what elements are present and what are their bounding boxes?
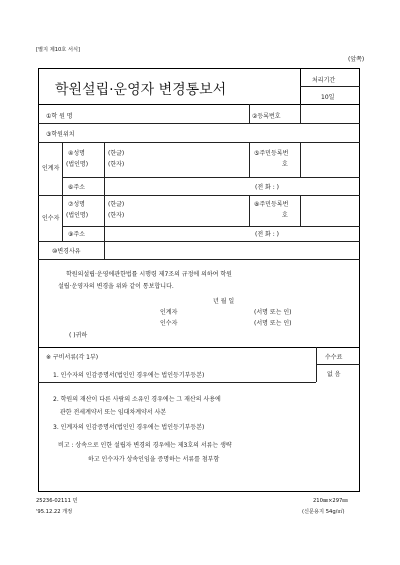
address-b-label: ⑨주소 <box>68 231 85 238</box>
rrn-a-label-2: 호 <box>282 161 288 168</box>
academy-name-label: ①학 원 명 <box>46 113 73 120</box>
footer-paper: (신문용지 54g/㎡) <box>302 509 345 515</box>
document-item-3: 3. 인계자의 인감증명서(법인인 경우에는 법인등기부등본) <box>53 424 205 431</box>
signer-transferee: 인수자 <box>160 320 178 327</box>
reg-no-label: ②등록번호 <box>252 113 281 120</box>
signer-transferor: 인계자 <box>160 309 178 316</box>
hanja-b-label: (한자) <box>108 212 125 219</box>
processing-label: 처리기간 <box>312 77 336 84</box>
corp-name-a-label: (법인명) <box>66 161 89 168</box>
address-a-label: ⑥주소 <box>68 184 85 191</box>
note-line-2: 하고 인수자가 상속인임을 증명하는 서류를 첨부함 <box>88 456 220 463</box>
rrn-a-label: ⑤주민등록번 <box>254 150 289 157</box>
phone-b-label: (전 화 : ) <box>255 231 280 238</box>
hanja-a-label: (한자) <box>108 161 125 168</box>
document-item-2b: 관한 전세계약서 또는 임대차계약서 사본 <box>60 409 167 416</box>
statement-line-1: 학원의설립·운영에관한법률 시행령 제7조의 규정에 의하여 학원 <box>66 271 232 278</box>
academy-name-field[interactable] <box>100 105 248 122</box>
phone-a-label: (전 화 : ) <box>255 184 280 191</box>
name-b-label: ⑦성명 <box>68 201 85 208</box>
footer-date: '95.12.22 개정 <box>36 509 73 515</box>
rrn-b-label-2: 호 <box>282 212 288 219</box>
transferee-label: 인수자 <box>42 215 60 222</box>
name-a-label: ④성명 <box>68 150 85 157</box>
name-a-field[interactable] <box>135 143 247 176</box>
reg-no-field[interactable] <box>301 105 359 122</box>
signer-transferee-sign[interactable]: (서명 또는 인) <box>254 320 292 327</box>
footer-size: 210㎜×297㎜ <box>313 498 348 504</box>
front-mark: (앞쪽) <box>348 56 365 63</box>
reason-label: ⑩변경사유 <box>52 248 81 255</box>
documents-header: ※ 구비서류(각 1부) <box>46 354 99 361</box>
statement-date: 년 월 일 <box>213 298 235 305</box>
location-label: ③학원위치 <box>46 131 75 138</box>
statement-line-2: 설립·운영자의 변경을 위와 같이 통보합니다. <box>58 283 174 290</box>
form-reference: [별지 제10호 서식] <box>36 47 81 53</box>
location-field[interactable] <box>100 124 358 141</box>
fee-label: 수수료 <box>325 354 343 361</box>
rrn-b-label: ⑧주민등록번 <box>254 201 289 208</box>
transferor-label: 인계자 <box>42 165 60 172</box>
address-a-field[interactable] <box>105 178 245 194</box>
corp-name-b-label: (법인명) <box>66 212 89 219</box>
address-b-field[interactable] <box>105 227 245 240</box>
footer-code: 25236-02111 민 <box>36 498 78 504</box>
note-line-1: 비고 : 상속으로 인한 설립자 변경의 경우에는 제3호의 서류는 생략 <box>58 442 232 449</box>
document-item-2a: 2. 학원의 재산이 다른 사람의 소유인 경우에는 그 재산의 사용에 <box>53 396 221 403</box>
recipient: ( )귀하 <box>69 332 88 339</box>
reason-field[interactable] <box>105 242 358 258</box>
signer-transferor-sign[interactable]: (서명 또는 인) <box>254 309 292 316</box>
korean-a-label: (한글) <box>108 150 125 157</box>
name-b-field[interactable] <box>135 196 247 225</box>
fee-value: 없 음 <box>327 371 341 378</box>
document-item-1: 1. 인수자의 인감증명서(법인인 경우에는 법인등기부등본) <box>53 372 205 379</box>
korean-b-label: (한글) <box>108 201 125 208</box>
form-title: 학원설립·운영자 변경통보서 <box>55 82 227 98</box>
processing-value: 10일 <box>321 94 335 101</box>
rrn-a-field[interactable] <box>301 143 359 176</box>
rrn-b-field[interactable] <box>301 196 359 225</box>
